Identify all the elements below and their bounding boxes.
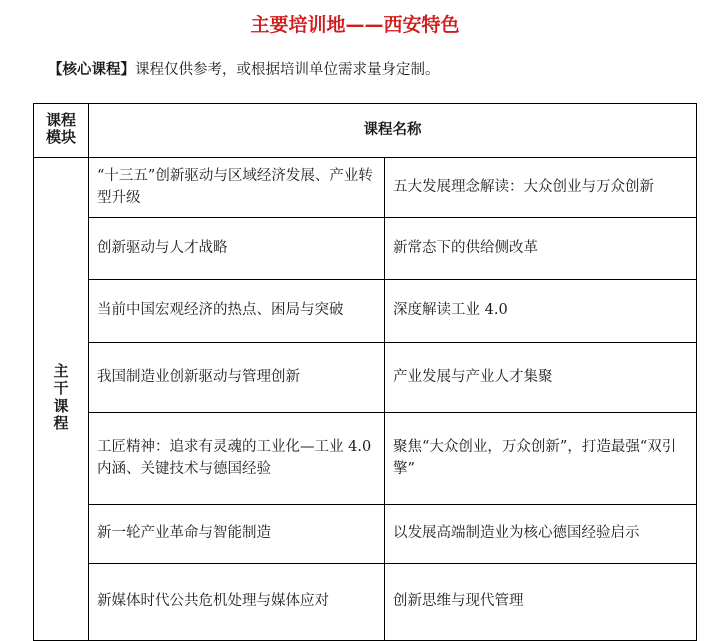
course-cell-a: 新一轮产业革命与智能制造 bbox=[89, 505, 385, 564]
course-cell-b: 新常态下的供给侧改革 bbox=[385, 218, 697, 280]
header-course-name: 课程名称 bbox=[89, 104, 697, 158]
module-cell bbox=[34, 158, 89, 641]
table-row bbox=[34, 280, 697, 343]
table-header-row bbox=[34, 104, 697, 158]
table-row bbox=[34, 158, 697, 218]
intro-paragraph bbox=[48, 58, 440, 79]
intro-label: 【核心课程】 bbox=[48, 62, 135, 78]
course-cell-b: 深度解读工业 4.0 bbox=[385, 280, 697, 343]
table-row bbox=[34, 505, 697, 564]
course-table bbox=[33, 103, 697, 641]
course-cell-b: 五大发展理念解读：大众创业与万众创新 bbox=[385, 158, 697, 218]
course-cell-a: “十三五”创新驱动与区域经济发展、产业转型升级 bbox=[89, 158, 385, 218]
header-module: 课程模块 bbox=[34, 104, 89, 158]
course-cell-a: 我国制造业创新驱动与管理创新 bbox=[89, 343, 385, 413]
course-cell-a: 新媒体时代公共危机处理与媒体应对 bbox=[89, 564, 385, 641]
intro-text: 课程仅供参考，或根据培训单位需求量身定制。 bbox=[135, 62, 440, 78]
page-title: 主要培训地——西安特色 bbox=[250, 14, 460, 36]
course-cell-a: 工匠精神：追求有灵魂的工业化—工业 4.0 内涵、关键技术与德国经验 bbox=[89, 413, 385, 505]
course-cell-a: 当前中国宏观经济的热点、困局与突破 bbox=[89, 280, 385, 343]
course-cell-b: 产业发展与产业人才集聚 bbox=[385, 343, 697, 413]
course-cell-b: 聚焦“大众创业，万众创新”，打造最强“双引擎” bbox=[385, 413, 697, 505]
table-row bbox=[34, 218, 697, 280]
table-row bbox=[34, 564, 697, 641]
table-row bbox=[34, 343, 697, 413]
course-cell-a: 创新驱动与人才战略 bbox=[89, 218, 385, 280]
course-cell-b: 以发展高端制造业为核心德国经验启示 bbox=[385, 505, 697, 564]
module-label: 主干课程 bbox=[53, 362, 69, 432]
course-cell-b: 创新思维与现代管理 bbox=[385, 564, 697, 641]
table-row bbox=[34, 413, 697, 505]
